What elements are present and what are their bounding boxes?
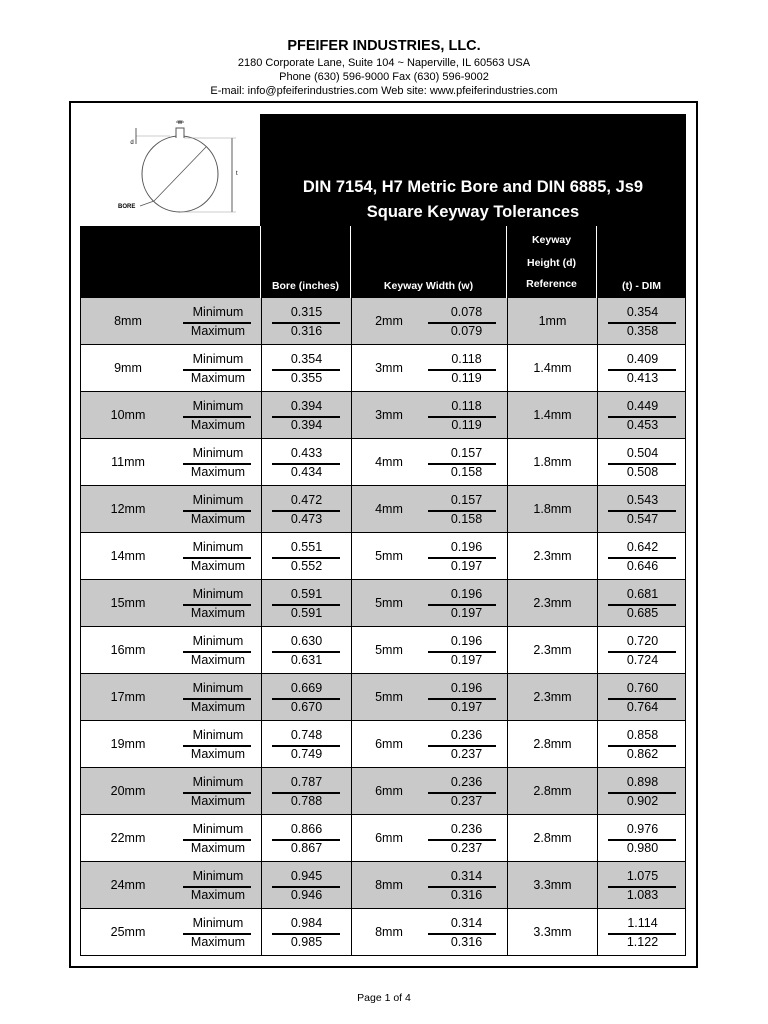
t-dim-max: 0.646	[626, 559, 659, 573]
keyway-width-min: 0.314	[450, 869, 483, 883]
t-dim-max: 0.764	[626, 700, 659, 714]
bore-size-cell	[81, 439, 175, 485]
keyway-width-min: 0.196	[450, 540, 483, 554]
keyway-height-cell	[507, 486, 597, 532]
t-dim-min: 0.760	[626, 681, 659, 695]
bore-size: 25mm	[110, 925, 146, 939]
bore-size: 9mm	[114, 361, 142, 375]
t-dim-max: 0.980	[626, 841, 659, 855]
column-header-row	[80, 226, 686, 298]
keyway-width-cell	[426, 815, 507, 861]
keyway-width-min: 0.196	[450, 634, 483, 648]
minimum-label: Minimum	[192, 493, 244, 507]
maximum-label: Maximum	[190, 841, 246, 855]
keyway-size: 3mm	[375, 408, 403, 422]
maximum-label: Maximum	[190, 888, 246, 902]
minimum-label: Minimum	[192, 587, 244, 601]
keyway-size-cell	[351, 721, 426, 767]
bore-inches-cell	[261, 439, 351, 485]
minimum-label: Minimum	[192, 822, 244, 836]
bore-size-cell	[81, 815, 175, 861]
header-keyway-height	[506, 226, 596, 298]
keyway-size-cell	[351, 345, 426, 391]
bore-size-cell	[81, 533, 175, 579]
keyway-height-cell	[507, 345, 597, 391]
keyway-height: 1.4mm	[533, 408, 572, 422]
bore-inches-cell	[261, 533, 351, 579]
keyway-height: 2.3mm	[533, 690, 572, 704]
w-dimension-label: W	[177, 120, 183, 126]
keyway-width-cell	[426, 533, 507, 579]
keyway-size-cell	[351, 862, 426, 908]
t-dim-cell	[597, 298, 687, 344]
keyway-size-cell	[351, 580, 426, 626]
t-dim-min: 0.858	[626, 728, 659, 742]
header-bore	[260, 226, 350, 298]
company-address: 2180 Corporate Lane, Suite 104 ~ Naperville, IL 60563 USA	[237, 57, 531, 69]
t-dim-max: 0.902	[626, 794, 659, 808]
minimum-label: Minimum	[192, 775, 244, 789]
header-height-line-2: Height (d)	[527, 257, 576, 269]
bore-min: 0.551	[290, 540, 323, 554]
min-max-label-cell	[175, 627, 261, 673]
t-dim-cell	[597, 439, 687, 485]
bore-diameter-line	[154, 147, 206, 201]
bore-min: 0.433	[290, 446, 323, 460]
keyway-size: 6mm	[375, 737, 403, 751]
keyway-width-max: 0.316	[450, 935, 483, 949]
keyway-diagram	[80, 114, 260, 226]
keyway-width-max: 0.316	[450, 888, 483, 902]
t-dim-max: 0.685	[626, 606, 659, 620]
bore-inches-cell	[261, 862, 351, 908]
minimum-label: Minimum	[192, 681, 244, 695]
keyway-size: 5mm	[375, 549, 403, 563]
keyway-width-max: 0.197	[450, 700, 483, 714]
header-height-line-3: Reference	[526, 278, 577, 290]
table-row	[80, 486, 686, 533]
keyway-width-cell	[426, 909, 507, 955]
keyway-slot	[176, 128, 184, 138]
bore-size-cell	[81, 298, 175, 344]
keyway-height-cell	[507, 298, 597, 344]
bore-inches-cell	[261, 909, 351, 955]
t-dim-min: 0.354	[626, 305, 659, 319]
maximum-label: Maximum	[190, 653, 246, 667]
bore-inches-cell	[261, 486, 351, 532]
t-dim-cell	[597, 862, 687, 908]
keyway-size-cell	[351, 439, 426, 485]
table-row	[80, 392, 686, 439]
keyway-width-max: 0.237	[450, 841, 483, 855]
keyway-size-cell	[351, 815, 426, 861]
keyway-width-max: 0.119	[451, 418, 482, 432]
t-dim-max: 0.508	[626, 465, 659, 479]
bore-label: BORE	[118, 204, 136, 210]
maximum-label: Maximum	[190, 324, 246, 338]
bore-size-cell	[81, 345, 175, 391]
maximum-label: Maximum	[190, 747, 246, 761]
t-dim-min: 1.075	[626, 869, 659, 883]
t-dim-cell	[597, 768, 687, 814]
bore-min: 0.748	[290, 728, 323, 742]
keyway-width-cell	[426, 627, 507, 673]
keyway-height-cell	[507, 721, 597, 767]
keyway-height: 2.8mm	[533, 737, 572, 751]
bore-size: 17mm	[110, 690, 146, 704]
keyway-width-min: 0.157	[450, 446, 483, 460]
keyway-height-cell	[507, 674, 597, 720]
minimum-label: Minimum	[192, 869, 244, 883]
t-dim-max: 0.358	[626, 324, 659, 338]
bore-size: 15mm	[110, 596, 146, 610]
t-dim-min: 0.681	[626, 587, 659, 601]
minimum-label: Minimum	[192, 916, 244, 930]
table-row	[80, 439, 686, 486]
bore-max: 0.946	[290, 888, 323, 902]
keyway-height: 2.8mm	[533, 831, 572, 845]
t-dim-min: 0.449	[626, 399, 659, 413]
bore-size-cell	[81, 862, 175, 908]
minimum-label: Minimum	[192, 399, 244, 413]
bore-min: 0.472	[290, 493, 323, 507]
keyway-height: 3.3mm	[533, 878, 572, 892]
bore-inches-cell	[261, 815, 351, 861]
table-title-line-2: Square Keyway Tolerances	[366, 203, 580, 221]
min-max-label-cell	[175, 533, 261, 579]
bore-max: 0.473	[290, 512, 323, 526]
keyway-height: 2.3mm	[533, 643, 572, 657]
header-keyway-width	[350, 226, 506, 298]
keyway-width-cell	[426, 721, 507, 767]
maximum-label: Maximum	[190, 559, 246, 573]
title-block	[260, 114, 686, 226]
keyway-diagram-svg	[80, 114, 260, 226]
t-dim-cell	[597, 627, 687, 673]
bore-size-cell	[81, 392, 175, 438]
min-max-label-cell	[175, 862, 261, 908]
bore-size: 22mm	[110, 831, 146, 845]
bore-size: 19mm	[110, 737, 146, 751]
keyway-height: 1.8mm	[533, 455, 572, 469]
bore-size-cell	[81, 674, 175, 720]
t-dim-cell	[597, 815, 687, 861]
keyway-width-max: 0.158	[450, 465, 483, 479]
keyway-width-max: 0.237	[450, 747, 483, 761]
keyway-size: 5mm	[375, 690, 403, 704]
keyway-width-max: 0.197	[450, 653, 483, 667]
maximum-label: Maximum	[190, 465, 246, 479]
header-size-blank	[80, 226, 260, 298]
minimum-label: Minimum	[192, 446, 244, 460]
t-dim-min: 1.114	[627, 916, 658, 930]
maximum-label: Maximum	[190, 700, 246, 714]
bore-max: 0.867	[290, 841, 323, 855]
bore-size: 20mm	[110, 784, 146, 798]
keyway-width-cell	[426, 392, 507, 438]
keyway-height: 2.3mm	[533, 549, 572, 563]
keyway-size-cell	[351, 674, 426, 720]
bore-max: 0.749	[290, 747, 323, 761]
t-dim-cell	[597, 533, 687, 579]
keyway-width-cell	[426, 439, 507, 485]
keyway-size-cell	[351, 909, 426, 955]
header-height-line-1: Keyway	[531, 234, 572, 246]
keyway-size: 8mm	[375, 878, 403, 892]
t-dim-max: 1.083	[626, 888, 659, 902]
maximum-label: Maximum	[190, 512, 246, 526]
maximum-label: Maximum	[190, 418, 246, 432]
bore-max: 0.355	[290, 371, 323, 385]
t-dim-min: 0.642	[626, 540, 659, 554]
t-dim-max: 0.413	[626, 371, 659, 385]
keyway-size: 3mm	[375, 361, 403, 375]
keyway-height-cell	[507, 533, 597, 579]
keyway-width-max: 0.158	[450, 512, 483, 526]
keyway-size-cell	[351, 768, 426, 814]
keyway-height: 1.8mm	[533, 502, 572, 516]
keyway-height-cell	[507, 439, 597, 485]
t-dim-min: 0.976	[626, 822, 659, 836]
keyway-width-min: 0.236	[450, 728, 483, 742]
bore-inches-cell	[261, 627, 351, 673]
bore-max: 0.670	[290, 700, 323, 714]
bore-size: 11mm	[111, 455, 145, 469]
t-dim-max: 0.724	[626, 653, 659, 667]
bore-size-cell	[81, 768, 175, 814]
keyway-width-cell	[426, 298, 507, 344]
keyway-size: 5mm	[375, 596, 403, 610]
min-max-label-cell	[175, 298, 261, 344]
keyway-width-cell	[426, 580, 507, 626]
keyway-size: 4mm	[375, 502, 403, 516]
keyway-size-cell	[351, 486, 426, 532]
bore-max: 0.985	[290, 935, 323, 949]
keyway-height: 1.4mm	[533, 361, 572, 375]
t-dim-cell	[597, 345, 687, 391]
bore-inches-cell	[261, 674, 351, 720]
keyway-width-min: 0.157	[450, 493, 483, 507]
table-row	[80, 768, 686, 815]
keyway-width-cell	[426, 674, 507, 720]
table-row	[80, 580, 686, 627]
keyway-width-max: 0.197	[450, 606, 483, 620]
keyway-width-min: 0.078	[450, 305, 483, 319]
table-row	[80, 909, 686, 956]
min-max-label-cell	[175, 815, 261, 861]
t-dim-min: 0.543	[626, 493, 659, 507]
header-t-dim	[596, 226, 686, 298]
bore-min: 0.787	[290, 775, 323, 789]
table-row	[80, 862, 686, 909]
t-dim-min: 0.898	[626, 775, 659, 789]
keyway-size-cell	[351, 298, 426, 344]
table-row	[80, 298, 686, 345]
bore-size: 24mm	[110, 878, 146, 892]
table-row	[80, 345, 686, 392]
company-phone: Phone (630) 596-9000 Fax (630) 596-9002	[279, 71, 489, 83]
maximum-label: Maximum	[190, 371, 246, 385]
keyway-size: 6mm	[375, 831, 403, 845]
minimum-label: Minimum	[192, 305, 244, 319]
keyway-height: 2.3mm	[533, 596, 572, 610]
bore-min: 0.630	[290, 634, 323, 648]
keyway-height-cell	[507, 909, 597, 955]
keyway-width-min: 0.196	[450, 681, 483, 695]
bore-min: 0.866	[290, 822, 323, 836]
min-max-label-cell	[175, 439, 261, 485]
keyway-width-cell	[426, 345, 507, 391]
bore-size-cell	[81, 721, 175, 767]
t-dim-max: 0.862	[626, 747, 659, 761]
keyway-size: 8mm	[375, 925, 403, 939]
keyway-size: 6mm	[375, 784, 403, 798]
d-dimension-label: d	[130, 140, 134, 146]
t-dim-max: 1.122	[626, 935, 659, 949]
t-dim-cell	[597, 392, 687, 438]
bore-min: 0.669	[290, 681, 323, 695]
keyway-width-cell	[426, 862, 507, 908]
keyway-height-cell	[507, 392, 597, 438]
page-number: Page 1 of 4	[357, 992, 411, 1004]
t-dim-max: 0.547	[626, 512, 659, 526]
bore-max: 0.631	[290, 653, 323, 667]
bore-max: 0.788	[290, 794, 323, 808]
t-dim-min: 0.720	[626, 634, 659, 648]
keyway-width-cell	[426, 486, 507, 532]
min-max-label-cell	[175, 674, 261, 720]
bore-inches-cell	[261, 580, 351, 626]
bore-inches-cell	[261, 345, 351, 391]
t-dimension-label: t	[236, 171, 238, 177]
bore-inches-cell	[261, 721, 351, 767]
min-max-label-cell	[175, 768, 261, 814]
bore-inches-cell	[261, 298, 351, 344]
table-row	[80, 627, 686, 674]
bore-size-cell	[81, 486, 175, 532]
keyway-width-min: 0.196	[450, 587, 483, 601]
keyway-size: 4mm	[375, 455, 403, 469]
bore-size: 14mm	[110, 549, 146, 563]
bore-size: 16mm	[110, 643, 146, 657]
keyway-width-cell	[426, 768, 507, 814]
header-keyway-width-label: Keyway Width (w)	[383, 280, 474, 292]
bore-max: 0.591	[290, 606, 323, 620]
keyway-width-max: 0.079	[450, 324, 483, 338]
bore-size: 10mm	[110, 408, 146, 422]
bore-size: 8mm	[114, 314, 142, 328]
keyway-width-min: 0.236	[450, 775, 483, 789]
bore-min: 0.354	[290, 352, 323, 366]
maximum-label: Maximum	[190, 935, 246, 949]
minimum-label: Minimum	[192, 540, 244, 554]
bore-max: 0.316	[290, 324, 323, 338]
company-contact: E-mail: info@pfeiferindustries.com Web site: www.pfeiferindustries.com	[210, 85, 558, 97]
bore-size: 12mm	[110, 502, 146, 516]
keyway-height: 1mm	[538, 314, 567, 328]
keyway-width-max: 0.119	[451, 371, 482, 385]
keyway-height: 3.3mm	[533, 925, 572, 939]
table-row	[80, 815, 686, 862]
minimum-label: Minimum	[192, 728, 244, 742]
t-dim-cell	[597, 909, 687, 955]
company-name: PFEIFER INDUSTRIES, LLC.	[287, 38, 481, 54]
table-row	[80, 533, 686, 580]
keyway-width-min: 0.118	[451, 352, 482, 366]
bore-inches-cell	[261, 392, 351, 438]
t-dim-min: 0.504	[626, 446, 659, 460]
keyway-width-min: 0.236	[450, 822, 483, 836]
keyway-size-cell	[351, 627, 426, 673]
bore-size-cell	[81, 909, 175, 955]
header-t-dim-label: (t) - DIM	[621, 280, 662, 292]
min-max-label-cell	[175, 486, 261, 532]
min-max-label-cell	[175, 345, 261, 391]
keyway-size: 5mm	[375, 643, 403, 657]
min-max-label-cell	[175, 909, 261, 955]
minimum-label: Minimum	[192, 634, 244, 648]
keyway-width-min: 0.314	[450, 916, 483, 930]
t-dim-cell	[597, 674, 687, 720]
bore-min: 0.945	[290, 869, 323, 883]
maximum-label: Maximum	[190, 794, 246, 808]
keyway-size-cell	[351, 533, 426, 579]
min-max-label-cell	[175, 721, 261, 767]
table-row	[80, 721, 686, 768]
bore-max: 0.434	[290, 465, 323, 479]
t-dim-cell	[597, 486, 687, 532]
bore-leader-line	[140, 201, 154, 206]
min-max-label-cell	[175, 580, 261, 626]
bore-min: 0.984	[290, 916, 323, 930]
minimum-label: Minimum	[192, 352, 244, 366]
bore-min: 0.591	[290, 587, 323, 601]
maximum-label: Maximum	[190, 606, 246, 620]
keyway-size-cell	[351, 392, 426, 438]
table-row	[80, 674, 686, 721]
t-dim-max: 0.453	[626, 418, 659, 432]
bore-size-cell	[81, 580, 175, 626]
bore-max: 0.394	[290, 418, 323, 432]
keyway-width-max: 0.237	[450, 794, 483, 808]
t-dim-min: 0.409	[626, 352, 659, 366]
bore-max: 0.552	[290, 559, 323, 573]
keyway-width-max: 0.197	[450, 559, 483, 573]
keyway-height-cell	[507, 627, 597, 673]
keyway-height-cell	[507, 768, 597, 814]
keyway-size: 2mm	[375, 314, 403, 328]
keyway-width-min: 0.118	[451, 399, 482, 413]
bore-inches-cell	[261, 768, 351, 814]
t-dim-cell	[597, 721, 687, 767]
min-max-label-cell	[175, 392, 261, 438]
keyway-height-cell	[507, 862, 597, 908]
bore-min: 0.394	[290, 399, 323, 413]
keyway-height: 2.8mm	[533, 784, 572, 798]
bore-min: 0.315	[290, 305, 323, 319]
header-bore-label: Bore (inches)	[271, 280, 340, 292]
keyway-height-cell	[507, 815, 597, 861]
keyway-height-cell	[507, 580, 597, 626]
bore-size-cell	[81, 627, 175, 673]
table-title-line-1: DIN 7154, H7 Metric Bore and DIN 6885, Js9	[302, 178, 644, 196]
t-dim-cell	[597, 580, 687, 626]
